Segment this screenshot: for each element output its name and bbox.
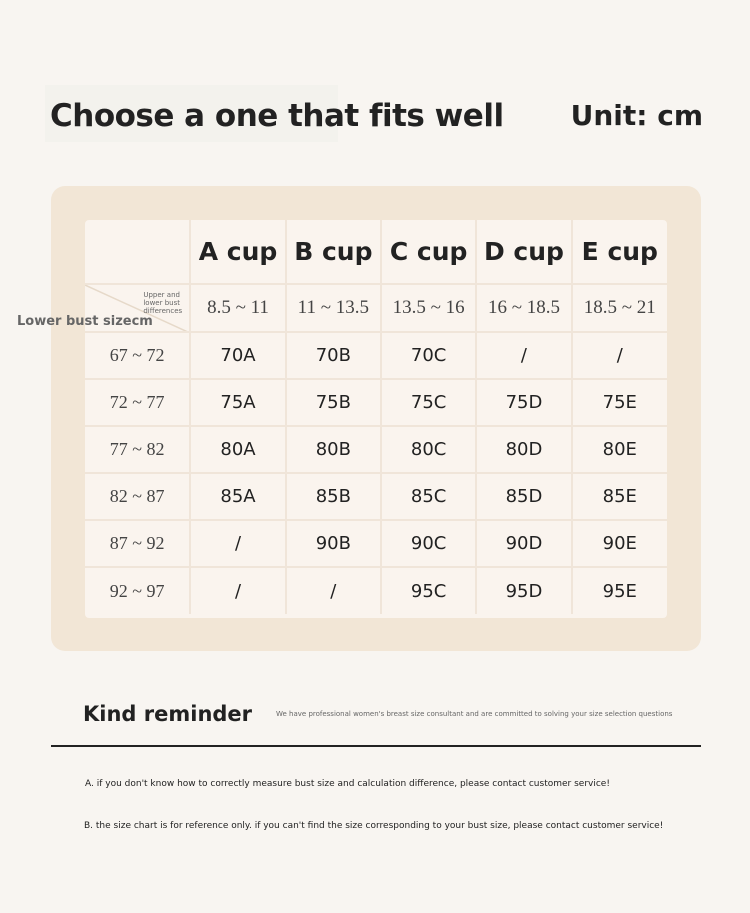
page-title: Choose a one that fits well <box>50 98 504 134</box>
reminder-title: Kind reminder <box>83 702 253 726</box>
size-cell: / <box>190 520 285 567</box>
lower-bust-range: 67 ~ 72 <box>85 332 190 379</box>
size-cell: 85D <box>476 473 571 520</box>
table-row <box>85 379 667 426</box>
corner-label: Upper and lower bust differences <box>143 291 183 315</box>
lower-bust-range: 92 ~ 97 <box>85 567 190 614</box>
cup-header-row <box>85 220 667 284</box>
size-cell: 80A <box>190 426 285 473</box>
difference-cell: 18.5 ~ 21 <box>572 284 667 332</box>
size-cell: / <box>286 567 381 614</box>
size-cell: 80D <box>476 426 571 473</box>
size-cell: 85C <box>381 473 476 520</box>
size-cell: 75B <box>286 379 381 426</box>
table-row <box>85 332 667 379</box>
table-row <box>85 426 667 473</box>
size-cell: 85B <box>286 473 381 520</box>
difference-cell: 13.5 ~ 16 <box>381 284 476 332</box>
size-chart-table <box>85 220 667 614</box>
size-cell: 80C <box>381 426 476 473</box>
reminder-divider <box>51 745 701 747</box>
size-cell: 70C <box>381 332 476 379</box>
size-cell: 90D <box>476 520 571 567</box>
size-cell: 90C <box>381 520 476 567</box>
size-cell: / <box>476 332 571 379</box>
size-cell: 95C <box>381 567 476 614</box>
size-cell: 85A <box>190 473 285 520</box>
cup-header: A cup <box>190 220 285 284</box>
table-row <box>85 473 667 520</box>
difference-cell: 8.5 ~ 11 <box>190 284 285 332</box>
lower-bust-range: 77 ~ 82 <box>85 426 190 473</box>
table-row <box>85 520 667 567</box>
reminder-subtitle: We have professional women's breast size consultant and are committed to solving your size selection questions <box>276 710 673 718</box>
table-row <box>85 567 667 614</box>
size-cell: 90E <box>572 520 667 567</box>
lower-bust-range: 82 ~ 87 <box>85 473 190 520</box>
reminder-note-b: B. the size chart is for reference only. if you can't find the size corresponding to your bust size, please contact customer service! <box>84 821 664 831</box>
corner-header-blank <box>85 220 190 284</box>
size-cell: 70B <box>286 332 381 379</box>
size-cell: 95E <box>572 567 667 614</box>
lower-bust-range: 87 ~ 92 <box>85 520 190 567</box>
unit-label: Unit: cm <box>570 99 703 132</box>
size-cell: 75E <box>572 379 667 426</box>
size-cell: 75C <box>381 379 476 426</box>
reminder-note-a: A. if you don't know how to correctly measure bust size and calculation difference, please contact customer service! <box>85 779 610 789</box>
cup-header: C cup <box>381 220 476 284</box>
difference-cell: 11 ~ 13.5 <box>286 284 381 332</box>
size-cell: 80B <box>286 426 381 473</box>
lower-bust-label: Lower bust sizecm <box>17 314 153 329</box>
difference-cell: 16 ~ 18.5 <box>476 284 571 332</box>
size-cell: 80E <box>572 426 667 473</box>
size-cell: / <box>190 567 285 614</box>
cup-header: D cup <box>476 220 571 284</box>
lower-bust-range: 72 ~ 77 <box>85 379 190 426</box>
size-cell: 70A <box>190 332 285 379</box>
size-cell: 95D <box>476 567 571 614</box>
size-cell: 75A <box>190 379 285 426</box>
size-chart-table-wrap <box>85 220 667 618</box>
size-cell: / <box>572 332 667 379</box>
cup-header: E cup <box>572 220 667 284</box>
difference-row <box>85 284 667 332</box>
size-cell: 75D <box>476 379 571 426</box>
size-cell: 90B <box>286 520 381 567</box>
cup-header: B cup <box>286 220 381 284</box>
size-cell: 85E <box>572 473 667 520</box>
